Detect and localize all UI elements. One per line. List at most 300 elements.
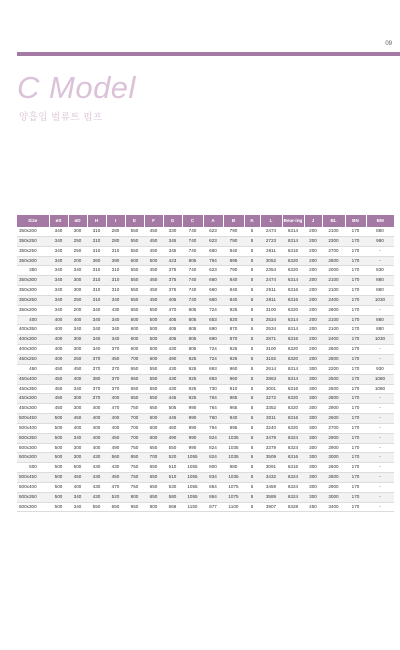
table-cell: 5 (244, 414, 260, 424)
size-cell: 350x300 (17, 276, 49, 286)
table-cell: 405 (163, 315, 182, 325)
table-cell: 880 (366, 227, 394, 236)
table-cell: 1100 (223, 502, 244, 512)
table-cell: 925 (182, 354, 203, 364)
spec-table-container (17, 215, 394, 512)
table-cell: 405 (163, 335, 182, 345)
table-cell: 340 (87, 345, 106, 355)
table-cell: 623 (203, 266, 223, 276)
table-cell: 2600 (322, 414, 345, 424)
table-cell: - (366, 482, 394, 492)
table-cell: 700 (125, 354, 144, 364)
table-cell: 3000 (322, 492, 345, 502)
table-row (17, 305, 394, 315)
table-cell: 170 (345, 384, 366, 394)
table-cell: 400 (68, 423, 87, 433)
table-cell: 2871 (260, 335, 282, 345)
table-cell: 800 (144, 502, 163, 512)
table-cell: 3379 (260, 443, 282, 453)
table-cell: 430 (106, 463, 125, 473)
table-cell: 310 (106, 246, 125, 256)
table-cell: 1055 (182, 463, 203, 473)
table-cell: 500 (49, 414, 68, 424)
table-row (17, 315, 394, 325)
table-cell: 550 (125, 276, 144, 286)
table-cell: - (366, 492, 394, 502)
table-cell: 170 (345, 315, 366, 325)
table-cell: 380 (87, 374, 106, 384)
table-cell: 2100 (322, 286, 345, 296)
table-cell: 1035 (223, 453, 244, 463)
table-cell: 550 (125, 236, 144, 246)
size-cell: 350 (17, 266, 49, 276)
table-cell: 500 (49, 492, 68, 502)
table-cell: 2700 (322, 246, 345, 256)
table-cell: 450 (144, 276, 163, 286)
table-cell: - (366, 453, 394, 463)
table-cell: 430 (163, 384, 182, 394)
table-cell: 490 (163, 433, 182, 443)
table-cell: 2534 (260, 315, 282, 325)
size-cell: 500 (17, 463, 49, 473)
size-cell: 400x350 (17, 325, 49, 335)
table-cell: - (366, 394, 394, 404)
table-cell: 870 (223, 325, 244, 335)
table-cell: 2400 (322, 295, 345, 305)
table-cell: 340 (49, 286, 68, 296)
table-cell: 895 (223, 256, 244, 266)
table-cell: 880 (366, 315, 394, 325)
table-cell: - (366, 414, 394, 424)
table-cell: 2900 (322, 443, 345, 453)
table-cell: 5 (244, 276, 260, 286)
table-cell: 200 (304, 325, 322, 335)
table-cell: 450 (144, 295, 163, 305)
table-cell: 3589 (260, 492, 282, 502)
table-cell: 805 (182, 305, 203, 315)
table-cell: 310 (87, 286, 106, 296)
column-header: Size (17, 215, 49, 227)
size-cell: 500x450 (17, 473, 49, 483)
table-cell: 500 (144, 315, 163, 325)
table-cell: 200 (304, 335, 322, 345)
table-cell: 6320 (282, 354, 304, 364)
page-subtitle: 양흡입 벌류트 펌프 (19, 112, 103, 123)
table-cell: 500 (144, 335, 163, 345)
table-cell: 400 (106, 394, 125, 404)
table-cell: 375 (163, 276, 182, 286)
table-cell: - (366, 433, 394, 443)
table-cell: 530 (163, 482, 182, 492)
table-cell: 500 (144, 345, 163, 355)
table-cell: 805 (182, 315, 203, 325)
table-cell: 693 (203, 364, 223, 374)
table-cell: 370 (106, 345, 125, 355)
table-cell: 200 (304, 276, 322, 286)
table-cell: 1035 (223, 433, 244, 443)
table-cell: 375 (163, 286, 182, 296)
table-cell: 300 (304, 364, 322, 374)
table-cell: 170 (345, 482, 366, 492)
page-number: 09 (385, 41, 392, 47)
table-cell: 430 (87, 482, 106, 492)
table-cell: 2800 (322, 394, 345, 404)
table-cell: 445 (163, 414, 182, 424)
table-cell: 2354 (260, 266, 282, 276)
table-cell: 300 (68, 404, 87, 414)
table-cell: 170 (345, 286, 366, 296)
size-cell: 500x450 (17, 414, 49, 424)
table-cell: 360 (87, 256, 106, 266)
table-cell: 1080 (366, 374, 394, 384)
table-cell: 450 (68, 473, 87, 483)
table-cell: 510 (163, 463, 182, 473)
table-cell: 400 (87, 433, 106, 443)
table-cell: 550 (125, 295, 144, 305)
table-cell: 520 (106, 492, 125, 502)
table-cell: 450 (304, 502, 322, 512)
table-cell: 430 (106, 305, 125, 315)
table-cell: 840 (223, 246, 244, 256)
table-cell: 805 (182, 335, 203, 345)
table-cell: 500 (49, 453, 68, 463)
table-cell: 340 (68, 433, 87, 443)
column-header: K (244, 215, 260, 227)
table-cell: 930 (366, 364, 394, 374)
table-cell: 660 (203, 286, 223, 296)
table-row (17, 236, 394, 246)
table-cell: 310 (87, 236, 106, 246)
table-cell: 1030 (366, 295, 394, 305)
size-cell: 400x300 (17, 345, 49, 355)
table-cell: 340 (49, 266, 68, 276)
table-cell: 280 (106, 227, 125, 236)
table-cell: 550 (144, 305, 163, 315)
table-cell: 650 (125, 305, 144, 315)
table-cell: 3432 (260, 473, 282, 483)
table-cell: 2534 (260, 325, 282, 335)
table-cell: 650 (144, 473, 163, 483)
table-cell: 5 (244, 315, 260, 325)
table-cell: 400 (106, 423, 125, 433)
table-cell: 3352 (260, 404, 282, 414)
table-cell: 3001 (260, 384, 282, 394)
table-cell: 6328 (282, 502, 304, 512)
table-cell: 980 (366, 236, 394, 246)
size-cell: 500x350 (17, 433, 49, 443)
size-cell: 350x200 (17, 305, 49, 315)
table-cell: 310 (87, 276, 106, 286)
table-cell: 170 (345, 276, 366, 286)
table-cell: 490 (163, 354, 182, 364)
table-cell: 3011 (260, 414, 282, 424)
table-cell: 2500 (322, 374, 345, 384)
table-cell: 820 (223, 315, 244, 325)
table-cell: 6316 (282, 414, 304, 424)
table-cell: 345 (163, 236, 182, 246)
table-cell: 200 (304, 256, 322, 266)
table-cell: 250 (68, 246, 87, 256)
table-cell: 2900 (322, 404, 345, 414)
table-cell: 864 (203, 492, 223, 502)
table-cell: - (366, 404, 394, 414)
table-cell: 300 (304, 473, 322, 483)
table-cell: 925 (223, 345, 244, 355)
table-cell: 660 (203, 276, 223, 286)
table-cell: 700 (125, 433, 144, 443)
table-cell: 170 (345, 394, 366, 404)
table-cell: 340 (106, 315, 125, 325)
table-cell: 2200 (322, 364, 345, 374)
table-cell: 370 (87, 394, 106, 404)
table-cell: 650 (144, 404, 163, 414)
size-cell: 500x300 (17, 502, 49, 512)
table-cell: 390 (106, 256, 125, 266)
table-cell: 170 (345, 227, 366, 236)
table-cell: 995 (223, 423, 244, 433)
table-cell: - (366, 246, 394, 256)
table-cell: 824 (203, 433, 223, 443)
table-cell: 650 (125, 374, 144, 384)
table-cell: 6316 (282, 286, 304, 296)
table-cell: 600 (144, 414, 163, 424)
table-cell: 310 (87, 295, 106, 305)
table-cell: 623 (203, 227, 223, 236)
table-cell: 450 (68, 414, 87, 424)
table-cell: 6316 (282, 295, 304, 305)
table-cell: 400 (49, 354, 68, 364)
table-cell: 5 (244, 227, 260, 236)
table-cell: 340 (106, 295, 125, 305)
table-cell: 170 (345, 433, 366, 443)
column-header: Bear-ing (282, 215, 304, 227)
table-cell: 925 (182, 374, 203, 384)
table-cell: 877 (203, 502, 223, 512)
table-cell: 5 (244, 305, 260, 315)
table-cell: 470 (106, 482, 125, 492)
table-cell: 300 (68, 286, 87, 296)
table-cell: 400 (49, 335, 68, 345)
table-row (17, 276, 394, 286)
size-cell: 500x300 (17, 453, 49, 463)
table-row (17, 453, 394, 463)
column-header: øS (49, 215, 68, 227)
header-rule (17, 52, 400, 56)
table-cell: 3052 (260, 256, 282, 266)
table-cell: 310 (87, 246, 106, 256)
table-cell: 400 (106, 414, 125, 424)
table-row (17, 256, 394, 266)
table-cell: 500 (68, 463, 87, 473)
table-cell: 653 (203, 315, 223, 325)
table-cell: 5 (244, 236, 260, 246)
table-cell: 310 (106, 266, 125, 276)
table-cell: 650 (144, 482, 163, 492)
table-cell: 800 (203, 463, 223, 473)
table-cell: 170 (345, 404, 366, 414)
table-cell: 880 (366, 276, 394, 286)
table-cell: 300 (68, 276, 87, 286)
table-cell: 450 (49, 364, 68, 374)
table-cell: 170 (345, 374, 366, 384)
table-row (17, 394, 394, 404)
table-cell: 500 (49, 502, 68, 512)
table-cell: 3509 (260, 453, 282, 463)
table-cell: 600 (144, 433, 163, 443)
table-cell: 250 (68, 236, 87, 246)
table-cell: 750 (125, 404, 144, 414)
table-cell: 450 (144, 266, 163, 276)
table-cell: 6320 (282, 394, 304, 404)
table-cell: 3100 (260, 305, 282, 315)
table-cell: 965 (223, 404, 244, 414)
column-header: H (87, 215, 106, 227)
table-cell: 990 (182, 423, 203, 433)
table-cell: 370 (87, 364, 106, 374)
table-cell: 6316 (282, 246, 304, 256)
table-cell: 980 (223, 463, 244, 473)
table-cell: 300 (68, 443, 87, 453)
table-cell: 2723 (260, 236, 282, 246)
table-cell: 1055 (182, 473, 203, 483)
table-cell: 340 (49, 276, 68, 286)
table-cell: 300 (304, 463, 322, 473)
table-row (17, 325, 394, 335)
table-row (17, 384, 394, 394)
table-cell: 170 (345, 502, 366, 512)
table-cell: 5 (244, 443, 260, 453)
table-cell: 650 (144, 492, 163, 502)
table-cell: 790 (223, 236, 244, 246)
table-cell: 340 (68, 325, 87, 335)
table-cell: 170 (345, 325, 366, 335)
table-cell: 925 (182, 384, 203, 394)
table-cell: 340 (87, 325, 106, 335)
table-cell: 600 (125, 325, 144, 335)
table-cell: 6314 (282, 364, 304, 374)
table-cell: - (366, 256, 394, 266)
size-cell: 350x250 (17, 246, 49, 256)
table-cell: 650 (144, 443, 163, 453)
table-cell: 864 (203, 482, 223, 492)
table-cell: 400 (68, 482, 87, 492)
table-cell: 430 (87, 463, 106, 473)
table-cell: 750 (125, 473, 144, 483)
table-cell: 500 (49, 463, 68, 473)
table-cell: 600 (125, 345, 144, 355)
table-cell: 5 (244, 345, 260, 355)
table-cell: 310 (106, 276, 125, 286)
table-cell: 550 (163, 443, 182, 453)
table-cell: 750 (125, 463, 144, 473)
table-cell: 6320 (282, 423, 304, 433)
table-header-row (17, 215, 394, 227)
table-cell: 6320 (282, 256, 304, 266)
table-cell: 3479 (260, 433, 282, 443)
table-cell: 5 (244, 463, 260, 473)
table-cell: 550 (144, 384, 163, 394)
table-cell: 5 (244, 354, 260, 364)
table-cell: 340 (49, 236, 68, 246)
table-cell: 450 (144, 286, 163, 296)
table-cell: 794 (203, 256, 223, 266)
table-cell: 960 (223, 364, 244, 374)
table-cell: 724 (203, 345, 223, 355)
table-cell: 3272 (260, 394, 282, 404)
table-cell: 510 (163, 473, 182, 483)
table-cell: 3240 (260, 423, 282, 433)
table-cell: 200 (304, 305, 322, 315)
table-cell: 840 (223, 286, 244, 296)
table-cell: 430 (87, 453, 106, 463)
size-cell: 500x300 (17, 443, 49, 453)
table-cell: 550 (125, 266, 144, 276)
table-cell: 693 (203, 374, 223, 384)
table-cell: 6316 (282, 453, 304, 463)
table-cell: 300 (304, 443, 322, 453)
table-cell: 300 (304, 453, 322, 463)
table-cell: 850 (125, 453, 144, 463)
table-cell: 300 (304, 374, 322, 384)
table-cell: 580 (163, 492, 182, 502)
table-cell: 370 (87, 354, 106, 364)
column-header: F (144, 215, 163, 227)
table-cell: 505 (163, 404, 182, 414)
table-row (17, 404, 394, 414)
table-cell: 300 (304, 404, 322, 414)
table-cell: - (366, 473, 394, 483)
table-cell: 650 (106, 502, 125, 512)
table-cell: 310 (87, 266, 106, 276)
table-cell: 764 (203, 404, 223, 414)
table-cell: 5 (244, 433, 260, 443)
table-cell: 5 (244, 256, 260, 266)
table-cell: 730 (203, 384, 223, 394)
table-cell: 650 (125, 384, 144, 394)
table-cell: 400 (87, 423, 106, 433)
table-cell: 5 (244, 335, 260, 345)
table-cell: 6324 (282, 443, 304, 453)
table-cell: 5 (244, 423, 260, 433)
table-cell: 370 (106, 384, 125, 394)
table-cell: 2800 (322, 354, 345, 364)
table-cell: 450 (144, 246, 163, 256)
table-cell: 170 (345, 364, 366, 374)
table-cell: 340 (49, 227, 68, 236)
table-cell: 460 (163, 423, 182, 433)
table-row (17, 345, 394, 355)
table-cell: 925 (182, 394, 203, 404)
table-cell: 6314 (282, 325, 304, 335)
table-cell: 6324 (282, 492, 304, 502)
table-cell: 2811 (260, 246, 282, 256)
table-cell: 340 (106, 325, 125, 335)
table-cell: 2000 (322, 266, 345, 276)
spec-table (17, 215, 394, 512)
table-cell: 1035 (223, 473, 244, 483)
table-cell: 3459 (260, 482, 282, 492)
table-row (17, 482, 394, 492)
table-cell: 450 (106, 433, 125, 443)
table-cell: 3000 (322, 453, 345, 463)
table-cell: 6324 (282, 482, 304, 492)
table-cell: 2900 (322, 482, 345, 492)
table-cell: - (366, 423, 394, 433)
table-cell: 300 (304, 482, 322, 492)
table-cell: 824 (203, 443, 223, 453)
column-header: A (203, 215, 223, 227)
table-cell: 700 (125, 423, 144, 433)
